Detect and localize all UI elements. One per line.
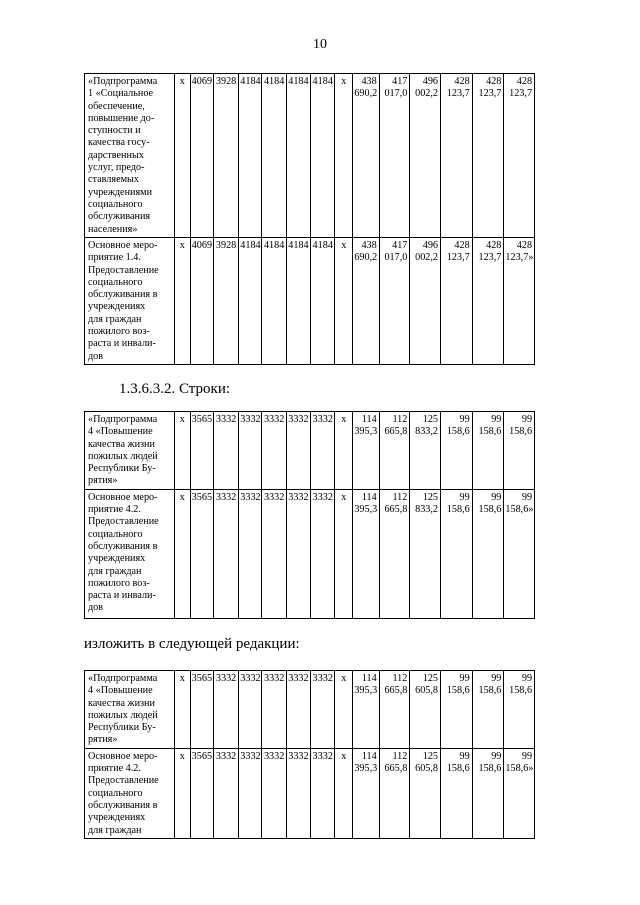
amount-cell [472, 238, 504, 365]
cell-text-line: Республики Бу- [88, 463, 156, 475]
amount-cell [441, 74, 473, 238]
count-cell: 3332 [286, 489, 310, 618]
cell-text-line: 4 «Повышение [88, 685, 153, 697]
amount-cell [410, 748, 441, 838]
amount-cell [441, 748, 473, 838]
cell-text-line: 395,3 [354, 426, 378, 438]
amount-cell [441, 489, 473, 618]
count-cell: 3565 [190, 412, 213, 490]
cell-text-line: 112 [392, 414, 408, 425]
cell-text-line: 99 [459, 491, 470, 503]
cell-text-line: 114 [361, 750, 377, 762]
cell-text-line: учреждениях [88, 553, 146, 565]
amount-cell [410, 489, 441, 618]
cell-text-line: Республики Бу- [88, 722, 156, 734]
cell-text-line: 114 [361, 673, 377, 684]
cell-text-line: 395,3 [354, 763, 378, 775]
placeholder-cell: х [174, 748, 190, 838]
count-cell: 3928 [213, 74, 238, 238]
cell-text-line: 158,6 [446, 685, 470, 697]
count-cell: 3928 [213, 238, 238, 365]
cell-text-line: 428 [454, 240, 470, 251]
count-cell: 4069 [190, 74, 213, 238]
cell-text-line: пожилых людей [88, 709, 158, 721]
cell-text-line: 158,6 [478, 426, 502, 438]
program-name-cell [85, 489, 175, 618]
count-cell: 3332 [213, 412, 238, 490]
cell-text-line: Предоставление [88, 516, 159, 528]
placeholder-cell: х [335, 671, 353, 749]
cell-text-line: Основное меро- [88, 240, 158, 251]
table-new-edition-subprogram-4 [84, 670, 570, 839]
placeholder-cell: х [174, 412, 190, 490]
cell-text-line: населения» [88, 223, 138, 235]
table-row [85, 238, 570, 365]
program-name-cell [85, 412, 175, 490]
cell-text-line: приятие 1.4. [88, 252, 141, 264]
count-cell: 3332 [286, 671, 310, 749]
count-cell: 3332 [311, 748, 335, 838]
cell-text-line: Основное меро- [88, 491, 158, 503]
cell-text-line: 665,8 [384, 504, 408, 516]
cell-text-line: «Подпрограмма [88, 76, 158, 87]
cell-text-line: 99 [491, 414, 502, 425]
amount-cell [441, 238, 473, 365]
amount-cell [504, 412, 535, 490]
cell-text-line: 417 [392, 240, 408, 251]
count-cell: 4069 [190, 238, 213, 365]
cell-text-line: 002,2 [415, 88, 439, 100]
table-row [85, 671, 570, 749]
count-cell: 3332 [311, 671, 335, 749]
cell-text-line: рятия» [88, 475, 118, 487]
cell-text-line: ставляемых [88, 174, 139, 186]
cell-text-line: 665,8 [384, 763, 408, 775]
count-cell: 3565 [190, 671, 213, 749]
amount-cell [472, 748, 504, 838]
amount-cell [504, 238, 535, 365]
amount-cell [379, 489, 410, 618]
amount-cell [353, 748, 379, 838]
cell-text-line: качества жизни [88, 697, 155, 709]
amount-cell [379, 238, 410, 365]
amount-cell [353, 489, 379, 618]
cell-text-line: 123,7» [505, 252, 534, 264]
cell-text-line: 125 [422, 491, 439, 503]
cell-text-line: социального [88, 528, 143, 540]
table-row [85, 748, 570, 838]
cell-text-line: 417 [392, 76, 408, 87]
program-name-cell [85, 74, 175, 238]
cell-text-line: 158,6 [478, 504, 502, 516]
table-original-subprogram-4 [84, 411, 570, 619]
cell-text-line: 017,0 [384, 252, 408, 264]
cell-text-line: учреждениях [88, 812, 146, 824]
cell-text-line: 690,2 [354, 88, 378, 100]
count-cell: 4184 [286, 238, 310, 365]
cell-text-line: 4 «Повышение [88, 426, 153, 438]
amount-cell [353, 412, 379, 490]
cell-text-line: 123,7 [446, 252, 470, 264]
cell-text-line: 496 [422, 240, 439, 251]
cell-text-line: 125 [422, 414, 439, 425]
cell-text-line: 158,6 [478, 685, 502, 697]
amount-cell [379, 412, 410, 490]
count-cell: 4184 [286, 74, 310, 238]
cell-text-line: 99 [521, 750, 533, 762]
amount-cell [410, 412, 441, 490]
cell-text-line: 125 [422, 673, 439, 684]
cell-text-line: 99 [491, 491, 502, 503]
page-number: 10 [313, 37, 327, 52]
cell-text-line: 1 «Социальное [88, 88, 154, 100]
count-cell: 3332 [239, 671, 262, 749]
cell-text-line: Основное меро- [88, 750, 158, 762]
count-cell: 4184 [239, 238, 262, 365]
cell-text-line: 99 [521, 491, 533, 503]
placeholder-cell: х [335, 489, 353, 618]
cell-text-line: 158,6» [505, 763, 534, 775]
cell-text-line: 112 [392, 750, 408, 762]
cell-text-line: пожилых людей [88, 450, 158, 462]
cell-text-line: качества госу- [88, 137, 150, 149]
placeholder-cell: х [335, 74, 353, 238]
amount-cell [472, 412, 504, 490]
cell-text-line: 99 [459, 414, 470, 425]
count-cell: 3332 [286, 412, 310, 490]
placeholder-cell: х [174, 671, 190, 749]
cell-text-line: «Подпрограмма [88, 414, 158, 425]
section-heading-new-edition: изложить в следующей редакции: [84, 636, 300, 652]
cell-text-line: учреждениях [88, 301, 146, 313]
cell-text-line: обслуживания [88, 211, 151, 223]
cell-text-line: 99 [521, 673, 533, 684]
count-cell: 3332 [286, 748, 310, 838]
placeholder-cell: х [174, 74, 190, 238]
placeholder-cell: х [335, 748, 353, 838]
cell-text-line: 428 [454, 76, 470, 87]
cell-text-line: 158,6 [509, 426, 533, 438]
count-cell: 3565 [190, 748, 213, 838]
amount-cell [379, 671, 410, 749]
table-row [85, 489, 570, 618]
count-cell: 3332 [262, 671, 286, 749]
cell-text-line: качества жизни [88, 438, 155, 450]
cell-text-line: 123,7 [478, 88, 502, 100]
cell-text-line: 002,2 [415, 252, 439, 264]
cell-text-line: 99 [459, 673, 470, 684]
cell-text-line: дов [88, 602, 104, 614]
count-cell: 3332 [262, 489, 286, 618]
count-cell: 3332 [262, 412, 286, 490]
cell-text-line: обслуживания в [88, 540, 158, 552]
cell-text-line: 99 [491, 750, 502, 762]
amount-cell [353, 238, 379, 365]
count-cell: 4184 [262, 74, 286, 238]
cell-text-line: 99 [491, 673, 502, 684]
cell-text-line: услуг, предо- [88, 162, 145, 174]
count-cell: 3332 [262, 748, 286, 838]
cell-text-line: 395,3 [354, 685, 378, 697]
cell-text-line: приятие 4.2. [88, 763, 141, 775]
table-row [85, 74, 570, 238]
cell-text-line: 428 [486, 76, 502, 87]
cell-text-line: раста и инвали- [88, 590, 156, 602]
cell-text-line: 428 [516, 240, 533, 251]
cell-text-line: 438 [361, 240, 377, 251]
cell-text-line: для граждан [88, 824, 142, 836]
cell-text-line: обслуживания в [88, 799, 158, 811]
table-original-subprogram-1 [84, 73, 570, 365]
cell-text-line: 158,6 [446, 504, 470, 516]
placeholder-cell: х [174, 238, 190, 365]
cell-text-line: пожилого воз- [88, 577, 150, 589]
amount-cell [410, 74, 441, 238]
cell-text-line: 833,2 [415, 504, 439, 516]
amount-cell [472, 671, 504, 749]
cell-text-line: 690,2 [354, 252, 378, 264]
cell-text-line: обеспечение, [88, 100, 145, 112]
cell-text-line: 114 [361, 491, 377, 503]
cell-text-line: дарственных [88, 149, 144, 161]
count-cell: 3332 [239, 748, 262, 838]
count-cell: 3332 [213, 671, 238, 749]
table-row [85, 412, 570, 490]
cell-text-line: 158,6 [478, 763, 502, 775]
program-name-cell [85, 671, 175, 749]
cell-text-line: социального [88, 276, 143, 288]
cell-text-line: ступности и [88, 125, 141, 137]
amount-cell [504, 671, 535, 749]
cell-text-line: 605,8 [415, 685, 439, 697]
cell-text-line: 123,7 [478, 252, 502, 264]
count-cell: 3332 [213, 489, 238, 618]
cell-text-line: 605,8 [415, 763, 439, 775]
cell-text-line: 428 [486, 240, 502, 251]
cell-text-line: 125 [422, 750, 439, 762]
amount-cell [353, 671, 379, 749]
amount-cell [472, 489, 504, 618]
cell-text-line: 496 [422, 76, 439, 87]
amount-cell [353, 74, 379, 238]
cell-text-line: 123,7 [446, 88, 470, 100]
cell-text-line: 112 [392, 673, 408, 684]
amount-cell [379, 74, 410, 238]
cell-text-line: обслуживания в [88, 289, 158, 301]
amount-cell [504, 489, 535, 618]
count-cell: 3332 [213, 748, 238, 838]
amount-cell [410, 238, 441, 365]
amount-cell [441, 412, 473, 490]
cell-text-line: 99 [459, 750, 470, 762]
cell-text-line: 123,7 [509, 88, 533, 100]
count-cell: 3565 [190, 489, 213, 618]
cell-text-line: социального [88, 787, 143, 799]
count-cell: 4184 [239, 74, 262, 238]
cell-text-line: для граждан [88, 313, 142, 325]
cell-text-line: 112 [392, 491, 408, 503]
cell-text-line: 158,6 [509, 685, 533, 697]
cell-text-line: 158,6 [446, 763, 470, 775]
cell-text-line: Предоставление [88, 264, 159, 276]
cell-text-line: повышение до- [88, 112, 155, 124]
count-cell: 3332 [239, 412, 262, 490]
amount-cell [504, 74, 535, 238]
cell-text-line: пожилого воз- [88, 326, 150, 338]
cell-text-line: 395,3 [354, 504, 378, 516]
cell-text-line: 438 [361, 76, 377, 87]
cell-text-line: 665,8 [384, 685, 408, 697]
cell-text-line: учреждениями [88, 186, 153, 198]
count-cell: 4184 [311, 74, 335, 238]
cell-text-line: приятие 4.2. [88, 504, 141, 516]
cell-text-line: «Подпрограмма [88, 673, 158, 684]
placeholder-cell: х [174, 489, 190, 618]
program-name-cell [85, 748, 175, 838]
cell-text-line: 114 [361, 414, 377, 425]
count-cell: 3332 [239, 489, 262, 618]
count-cell: 3332 [311, 412, 335, 490]
cell-text-line: для граждан [88, 565, 142, 577]
amount-cell [410, 671, 441, 749]
cell-text-line: 833,2 [415, 426, 439, 438]
cell-text-line: 017,0 [384, 88, 408, 100]
section-heading-rows: 1.3.6.3.2. Строки: [119, 381, 231, 397]
cell-text-line: раста и инвали- [88, 338, 156, 350]
amount-cell [472, 74, 504, 238]
cell-text-line: 665,8 [384, 426, 408, 438]
cell-text-line: 428 [516, 76, 533, 87]
cell-text-line: рятия» [88, 734, 118, 746]
placeholder-cell: х [335, 238, 353, 365]
amount-cell [379, 748, 410, 838]
cell-text-line: 158,6» [505, 504, 534, 516]
program-name-cell [85, 238, 175, 365]
cell-text-line: 158,6 [446, 426, 470, 438]
cell-text-line: социального [88, 198, 143, 210]
amount-cell [504, 748, 535, 838]
cell-text-line: Предоставление [88, 775, 159, 787]
count-cell: 4184 [311, 238, 335, 365]
placeholder-cell: х [335, 412, 353, 490]
amount-cell [441, 671, 473, 749]
cell-text-line: 99 [521, 414, 533, 425]
count-cell: 3332 [311, 489, 335, 618]
cell-text-line: дов [88, 350, 104, 362]
count-cell: 4184 [262, 238, 286, 365]
